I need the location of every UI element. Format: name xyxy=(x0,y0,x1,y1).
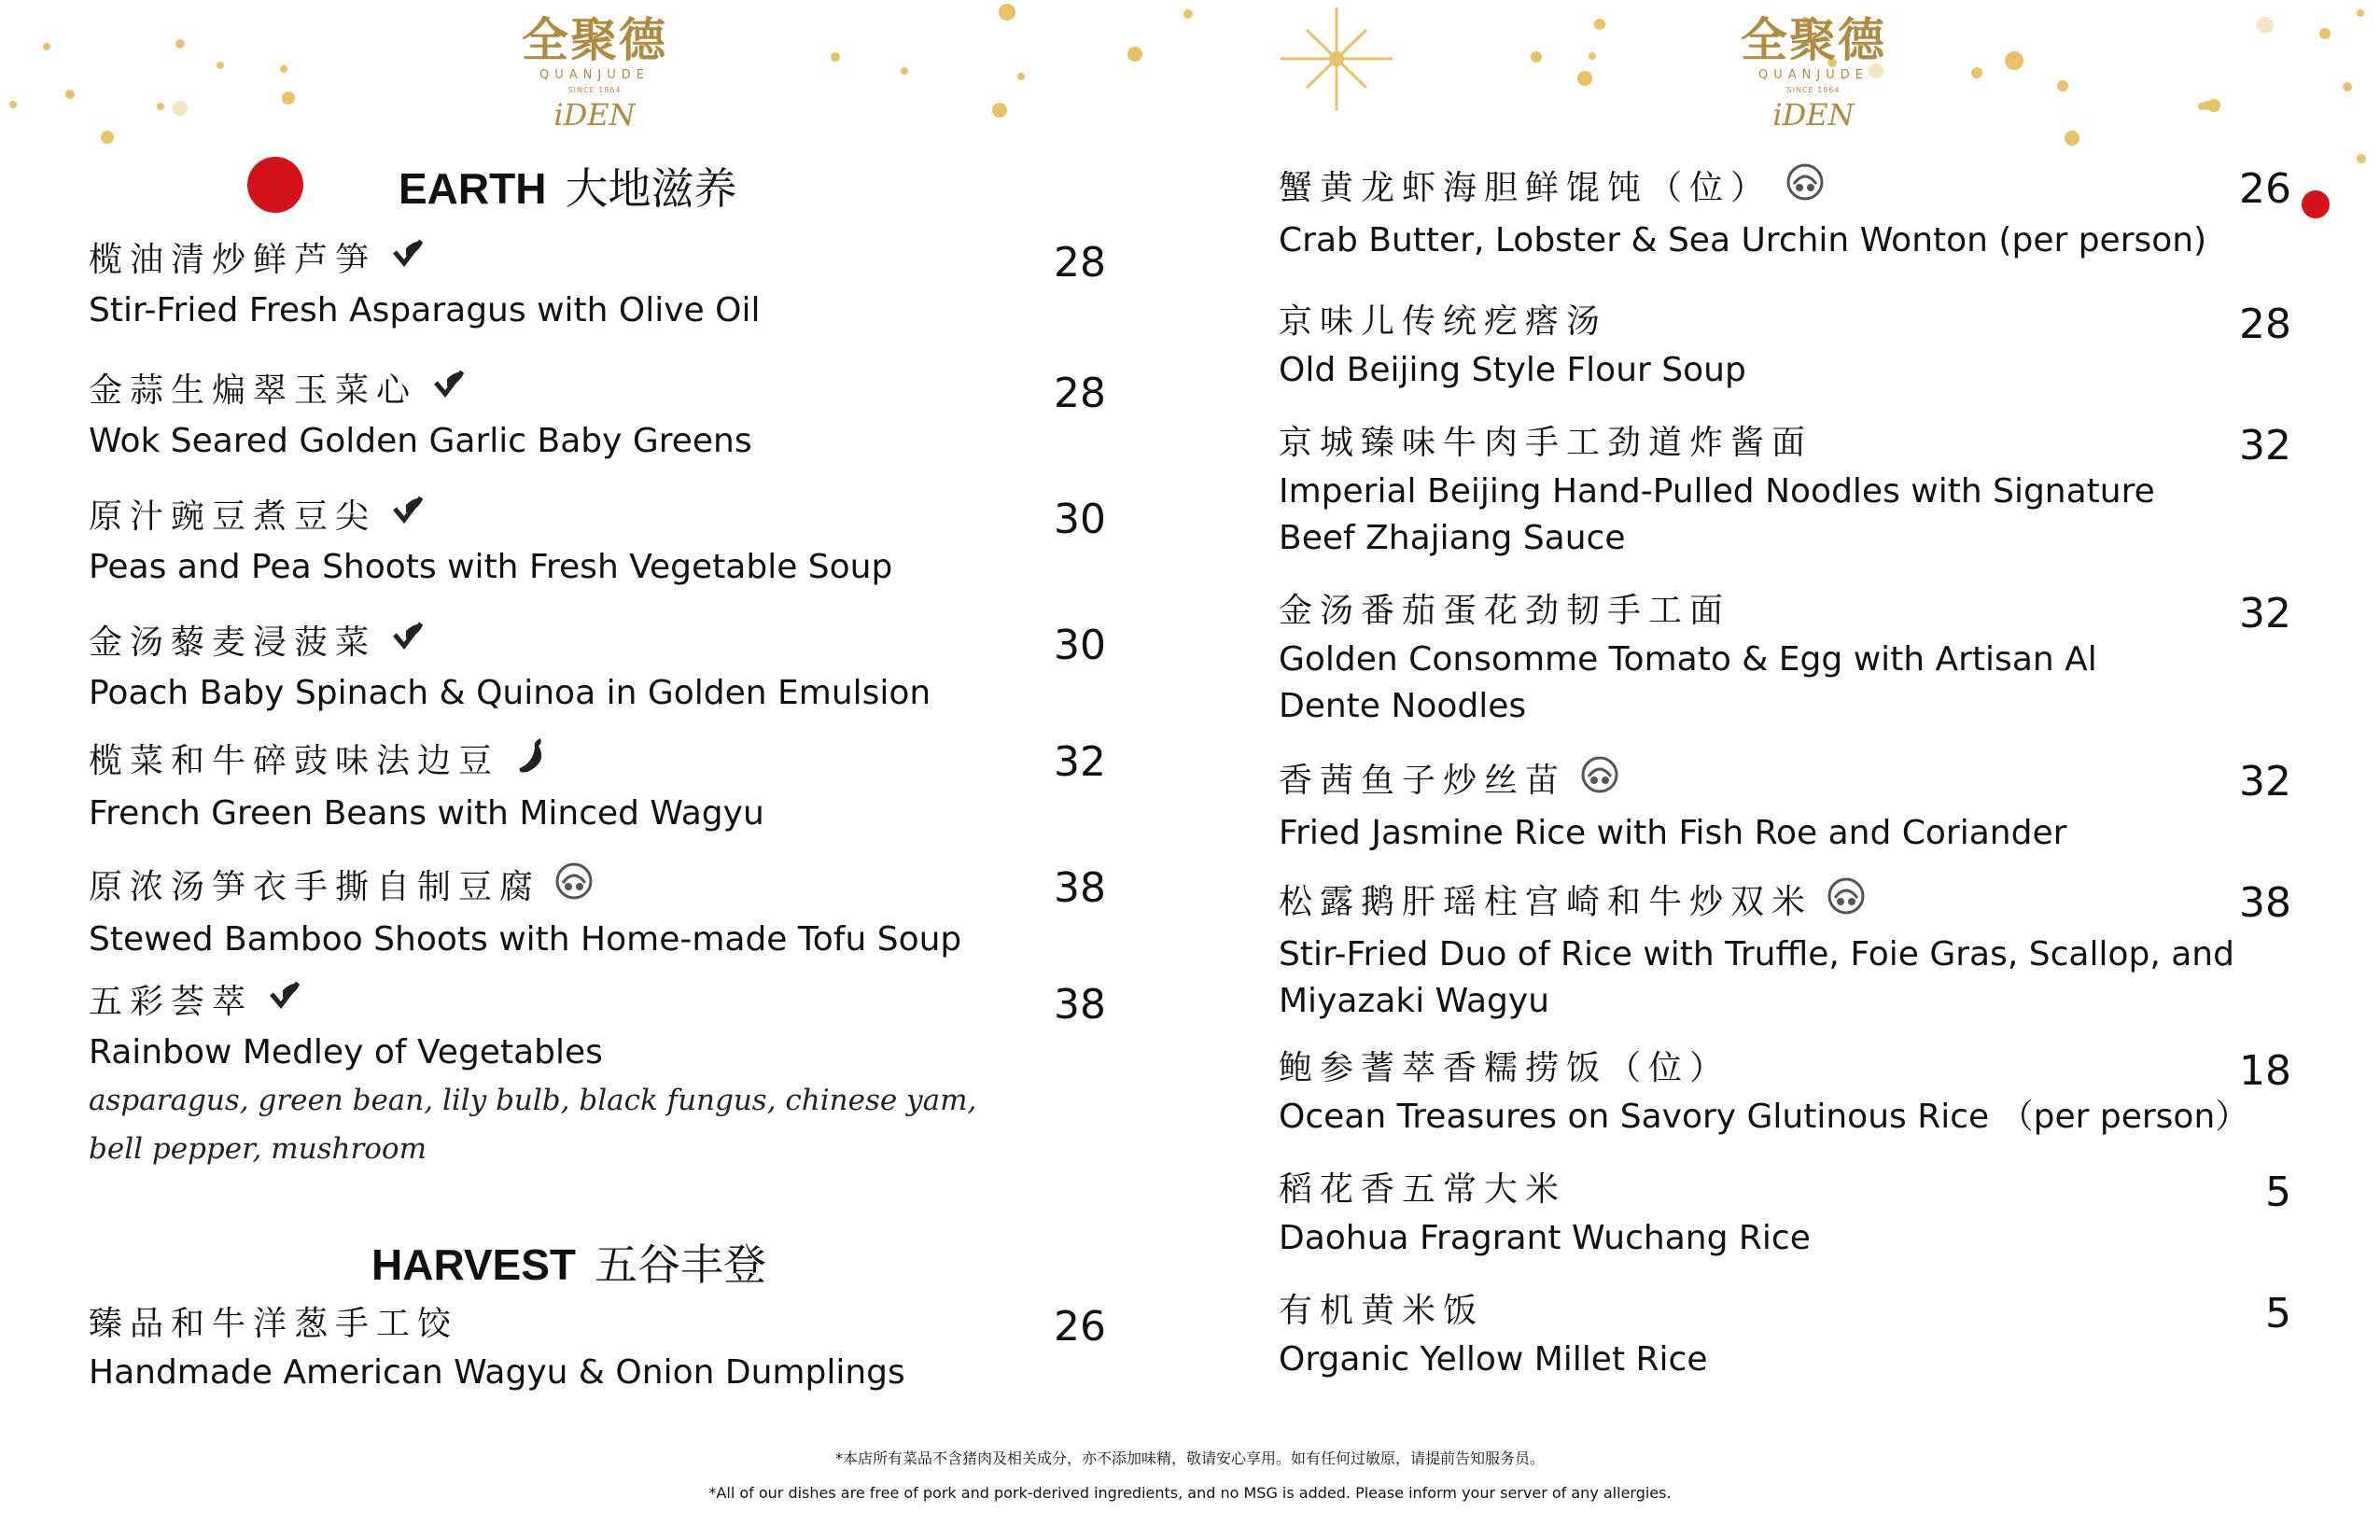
price: 38 xyxy=(1054,864,1106,912)
price: 30 xyxy=(1054,622,1106,669)
menu-item: 有机黄米饭 Organic Yellow Millet Rice 5 xyxy=(1279,1286,2291,1383)
price: 28 xyxy=(2239,301,2291,348)
price: 32 xyxy=(2239,758,2291,805)
price: 5 xyxy=(2265,1290,2291,1337)
menu-item: 稻花香五常大米 Daohua Fragrant Wuchang Rice 5 xyxy=(1279,1165,2291,1262)
vegan-icon xyxy=(389,235,427,287)
menu-item: 榄菜和牛碎豉味法边豆 French Green Beans with Minced Wagyu 32 xyxy=(89,735,1106,837)
section-title-earth: EARTH 大地滋养 xyxy=(399,163,737,214)
price: 32 xyxy=(1054,738,1106,786)
menu-item: 原汁豌豆煮豆尖 Peas and Pea Shoots with Fresh Vegetable Soup 30 xyxy=(89,492,1106,591)
price: 30 xyxy=(1054,496,1106,543)
price: 38 xyxy=(1054,981,1106,1029)
shellfish-icon xyxy=(1785,161,1826,217)
menu-item: 松露鹅肝瑶柱宫崎和牛炒双米 Stir-Fried Duo of Rice with Truffle, Foie Gras, Scallop, and Miyazaki Wagyu 38 xyxy=(1279,875,2291,1025)
menu-item: 五彩荟萃 Rainbow Medley of Vegetables asparagus, green bean, lily bulb, black fungus, chinese yam, bell pepper, mushroom 38 xyxy=(89,977,1106,1173)
menu-item: 金蒜生煸翠玉菜心 Wok Seared Golden Garlic Baby Greens 28 xyxy=(89,366,1106,465)
price: 32 xyxy=(2239,590,2291,637)
menu-item: 金汤番茄蛋花劲韧手工面 Golden Consomme Tomato & Egg with Artisan Al Dente Noodles 32 xyxy=(1279,586,2291,730)
menu-item: 原浓汤笋衣手撕自制豆腐 Stewed Bamboo Shoots with Home-made Tofu Soup 38 xyxy=(89,861,1106,963)
shellfish-icon xyxy=(553,861,595,917)
price: 18 xyxy=(2239,1047,2291,1095)
vegan-icon xyxy=(389,618,427,670)
item-description: asparagus, green bean, lily bulb, black fungus, chinese yam, bell pepper, mushroom xyxy=(89,1084,977,1166)
brand-logo-right: 全聚德 QUANJUDE SINCE 1864 iDEN xyxy=(1741,12,1886,133)
price: 32 xyxy=(2239,422,2291,469)
menu-item: 榄油清炒鲜芦笋 Stir-Fried Fresh Asparagus with Olive Oil 28 xyxy=(89,235,1106,334)
vegan-icon xyxy=(389,492,427,544)
shellfish-icon xyxy=(1826,875,1867,931)
section-title-harvest: HARVEST 五谷丰登 xyxy=(371,1239,766,1290)
menu-item: 臻品和牛洋葱手工饺 Handmade American Wagyu & Onion Dumplings 26 xyxy=(89,1299,1106,1396)
menu-item: 蟹黄龙虾海胆鲜馄饨（位） Crab Butter, Lobster & Sea Urchin Wonton (per person) 26 xyxy=(1279,161,2291,264)
red-dot-right xyxy=(2302,190,2330,218)
price: 38 xyxy=(2239,879,2291,927)
vegan-icon xyxy=(430,366,468,418)
footer-note-cn: *本店所有菜品不含猪肉及相关成分，亦不添加味精，敬请安心享用。如有任何过敏原，请提前告知服务员。 xyxy=(834,1449,1545,1467)
menu-item: 京城臻味牛肉手工劲道炸酱面 Imperial Beijing Hand-Pulled Noodles with Signature Beef Zhajiang Sauce 32 xyxy=(1279,418,2291,562)
price: 5 xyxy=(2265,1169,2291,1216)
price: 26 xyxy=(2239,165,2291,213)
brand-logo-left: 全聚德 QUANJUDE SINCE 1864 iDEN xyxy=(522,12,667,133)
chili-icon xyxy=(512,735,553,791)
price: 28 xyxy=(1054,239,1106,287)
sparkle-icon xyxy=(1281,7,1393,110)
red-dot-left xyxy=(247,157,303,213)
menu-item: 金汤藜麦浸菠菜 Poach Baby Spinach & Quinoa in Golden Emulsion 30 xyxy=(89,618,1106,717)
menu-item: 京味儿传统疙瘩汤 Old Beijing Style Flour Soup 28 xyxy=(1279,297,2291,394)
shellfish-icon xyxy=(1579,754,1620,810)
price: 28 xyxy=(1054,370,1106,417)
price: 26 xyxy=(1054,1303,1106,1351)
menu-item: 鲍参蓍萃香糯捞饭（位） Ocean Treasures on Savory Glutinous Rice （per person） 18 xyxy=(1279,1043,2291,1141)
menu-item: 香茜鱼子炒丝苗 Fried Jasmine Rice with Fish Roe and Coriander 32 xyxy=(1279,754,2291,857)
footer-note-en: *All of our dishes are free of pork and pork-derived ingredients, and no MSG is added. Please inform your server of any allergies. xyxy=(708,1484,1672,1502)
vegan-icon xyxy=(266,977,303,1029)
